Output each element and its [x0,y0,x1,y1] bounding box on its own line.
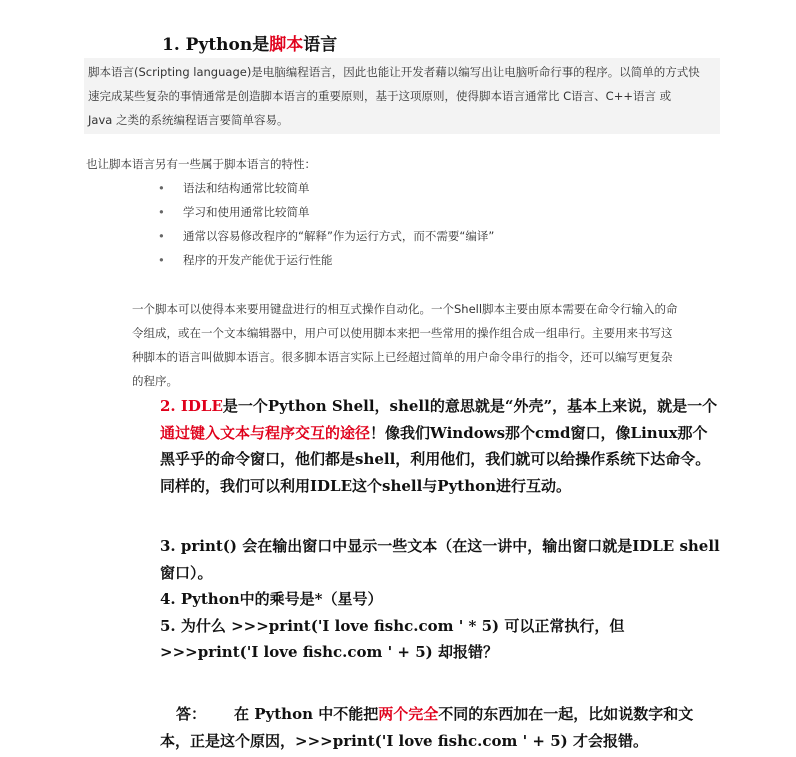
q2-idle [160,393,720,499]
definition-block [84,58,720,134]
shell-line: 的程序。 [132,374,178,388]
q5-why: 5. 为什么 >>>print('I love fishc.com ' * 5) 可以正常执行，但>>>print('I love fishc.com ' + 5) 却报错？ [160,616,625,661]
feature-item: • 语法和结构通常比较简单 [158,176,494,200]
feature-item: • 学习和使用通常比较简单 [158,200,494,224]
features-intro: 也让脚本语言另有一些属于脚本语言的特性： [86,157,316,171]
q2-text1: 是一个Python Shell，shell的意思就是“外壳”，基本上来说，就是一个 [222,397,718,415]
features-list [158,176,494,272]
section-title [162,30,337,55]
shell-line: 令组成，或在一个文本编辑器中，用户可以使用脚本来把一些常用的操作组合成一组串行。主要用来书写这 [132,326,673,340]
feature-item: • 程序的开发产能优于运行性能 [158,248,494,272]
title-highlight: 脚本 [269,35,304,55]
answer-text2: 不同的东西加在一起，比如说数字和文本，正是这个原因，>>>print('I love fishc.com ' + 5) 才会报错。 [160,705,694,750]
q2-text2: ！像我们Windows那个cmd窗口，像Linux那个黑乎乎的命令窗口，他们都是shell，利用他们，我们就可以给操作系统下达命令。同样的，我们可以利用IDLE这个shell与Python进行互动。 [160,423,711,495]
answer [160,701,720,754]
q3-q5-block [160,533,720,666]
q2-num: 2. IDLE [160,397,223,415]
q3-print: 3. print() 会在输出窗口中显示一些文本（在这一讲中，输出窗口就是IDLE shell窗口）。 [160,537,720,582]
shell-line: 一个脚本可以使得本来要用键盘进行的相互式操作自动化。一个Shell脚本主要由原本需要在命令行输入的命 [132,302,678,316]
shell-paragraph [132,297,712,393]
q2-red: 通过键入文本与程序交互的途径 [160,423,371,442]
definition-line: Java 之类的系统编程语言要简单容易。 [88,113,289,127]
feature-item: • 通常以容易修改程序的“解释”作为运行方式，而不需要“编译” [158,224,494,248]
q4-multiply: 4. Python中的乘号是*（星号） [160,590,383,608]
answer-label: 答： [176,705,207,723]
answer-red: 两个完全 [378,705,439,723]
title-rest: 语言 [303,35,338,55]
title-number: 1. Python是 [162,35,270,55]
definition-line: 脚本语言(Scripting language)是电脑编程语言，因此也能让开发者藉以编写出让电脑听命行事的程序。以简单的方式快 [88,65,700,79]
answer-text1: 在 Python 中不能把 [234,705,379,723]
shell-line: 种脚本的语言叫做脚本语言。很多脚本语言实际上已经超过简单的用户命令串行的指令，还可以编写更复杂 [132,350,673,364]
definition-line: 速完成某些复杂的事情通常是创造脚本语言的重要原则，基于这项原则，使得脚本语言通常比 C语言、C++语言 或 [88,89,672,103]
